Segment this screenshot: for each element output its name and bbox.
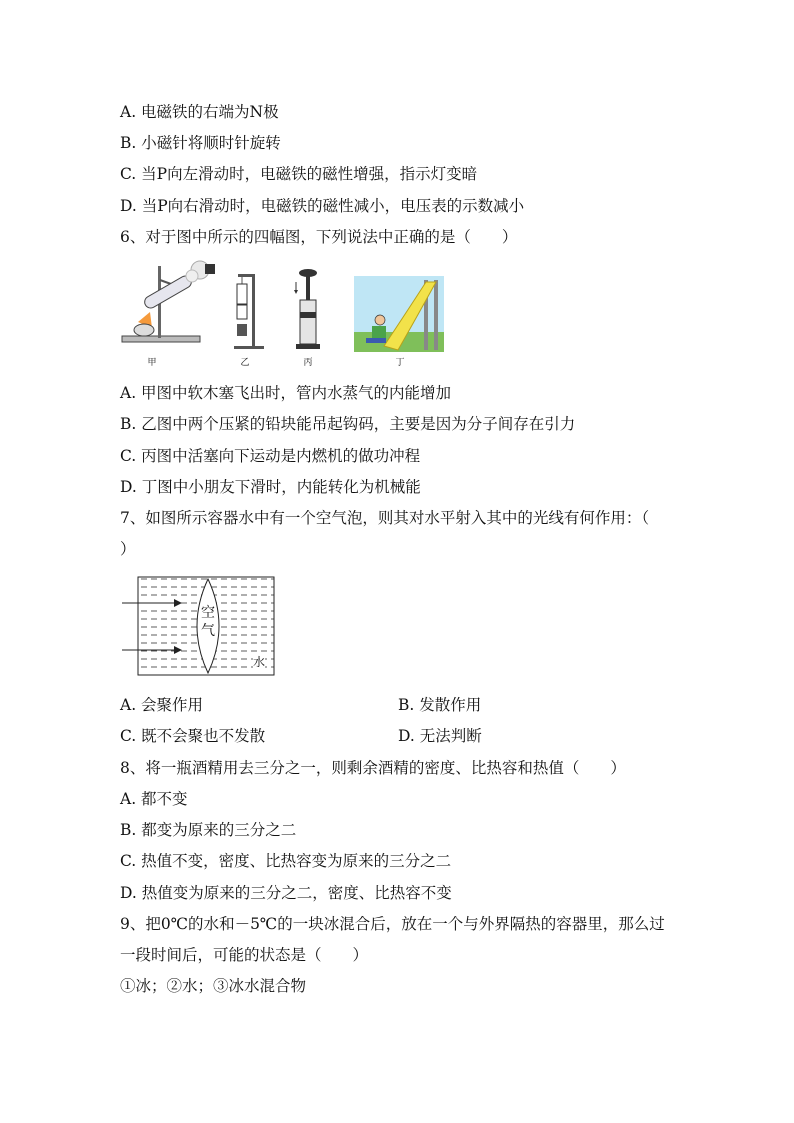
figure-label-yi: 乙 [240, 358, 250, 368]
q8-option-d: D. 热值变为原来的三分之二，密度、比热容不变 [120, 884, 452, 902]
figure-bing [290, 268, 326, 352]
figure-label-jia: 甲 [147, 358, 157, 368]
q7-option-b: B. 发散作用 [398, 696, 482, 714]
q9-choices: ①冰；②水；③冰水混合物 [120, 977, 307, 995]
q5-option-a: A. 电磁铁的右端为N极 [120, 103, 279, 121]
q7-stem-line1: 7、如图所示容器水中有一个空气泡，则其对水平射入其中的光线有何作用：（ [120, 509, 650, 527]
figure-label-ding: 丁 [395, 358, 405, 368]
figure-yi [228, 270, 268, 350]
q8-option-a: A. 都不变 [120, 790, 188, 808]
q6-option-d: D. 丁图中小朋友下滑时，内能转化为机械能 [120, 478, 421, 496]
q5-option-c: C. 当P向左滑动时，电磁铁的磁性增强，指示灯变暗 [120, 165, 478, 183]
q6-option-a: A. 甲图中软木塞飞出时，管内水蒸气的内能增加 [120, 384, 452, 402]
figure-label-bing: 丙 [303, 358, 313, 368]
q5-option-b: B. 小磁针将顺时针旋转 [120, 134, 281, 152]
q6-option-b: B. 乙图中两个压紧的铅块能吊起钩码，主要是因为分子间存在引力 [120, 415, 576, 433]
q7-option-d: D. 无法判断 [398, 727, 482, 745]
q7-stem-line2: ） [120, 540, 136, 558]
q9-stem-line1: 9、把0℃的水和－5℃的一块冰混合后，放在一个与外界隔热的容器里，那么过 [120, 915, 665, 933]
q5-option-d: D. 当P向右滑动时，电磁铁的磁性减小，电压表的示数减小 [120, 197, 525, 215]
q6-option-c: C. 丙图中活塞向下运动是内燃机的做功冲程 [120, 447, 421, 465]
q8-option-c: C. 热值不变，密度、比热容变为原来的三分之二 [120, 852, 452, 870]
q9-stem-line2: 一段时间后，可能的状态是（ ） [120, 946, 369, 964]
figure-ding [354, 276, 444, 352]
q7-option-a: A. 会聚作用 [120, 696, 204, 714]
bubble-label: 空 气 [201, 605, 215, 639]
water-label: 水 [253, 655, 266, 669]
q6-stem: 6、对于图中所示的四幅图，下列说法中正确的是（ ） [120, 228, 518, 246]
q8-option-b: B. 都变为原来的三分之二 [120, 821, 297, 839]
q8-stem: 8、将一瓶酒精用去三分之一，则剩余酒精的密度、比热容和热值（ ） [120, 759, 626, 777]
q7-option-c: C. 既不会聚也不发散 [120, 727, 266, 745]
figure-jia [120, 258, 220, 348]
